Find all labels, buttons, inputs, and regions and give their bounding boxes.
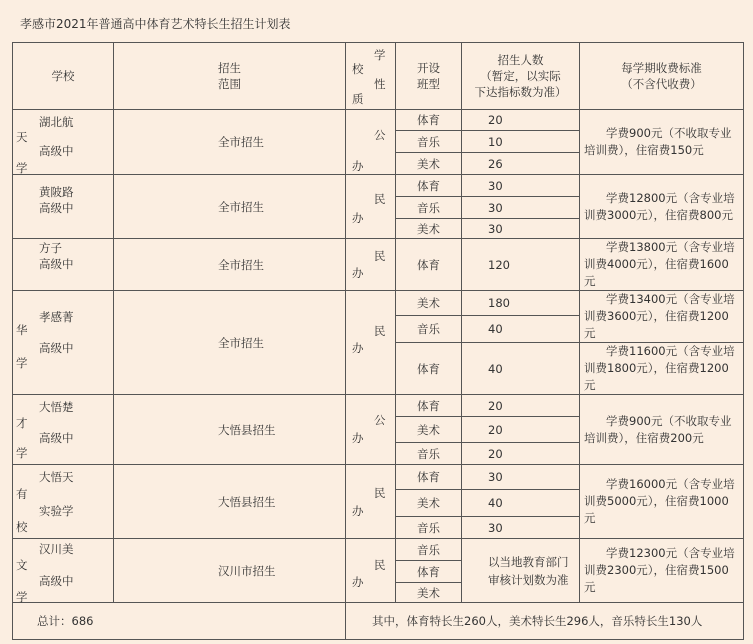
- total-cell: 总计：686: [13, 603, 346, 640]
- school-type-cell: 民 办: [346, 175, 396, 239]
- table-row: [13, 110, 744, 131]
- scope-cell: 全市招生: [114, 175, 346, 239]
- school-type-cell: 民 办: [346, 291, 396, 395]
- fee-cell: 学费900元（不收取专业培训费），住宿费200元: [580, 395, 744, 465]
- header-fee: 每学期收费标准 （不含代收费）: [580, 43, 744, 110]
- enrollment-cell: 40: [462, 343, 580, 395]
- enrollment-cell: 40: [462, 490, 580, 517]
- class-type-cell: 体育: [396, 343, 462, 395]
- school-type-cell: 公 办: [346, 110, 396, 175]
- enrollment-cell: 20: [462, 443, 580, 465]
- fee-cell: 学费16000元（含专业培训费5000元），住宿费1000元: [580, 465, 744, 539]
- class-type-cell: 美术: [396, 583, 462, 603]
- table-row: [13, 465, 744, 490]
- table-row: [13, 239, 744, 291]
- class-type-cell: 美术: [396, 219, 462, 239]
- fee-cell: 学费12800元（含专业培训费3000元），住宿费800元: [580, 175, 744, 239]
- enrollment-cell: 20: [462, 395, 580, 417]
- school-cell: 才 学 大悟楚 高级中: [13, 395, 114, 465]
- class-type-cell: 美术: [396, 153, 462, 175]
- class-type-cell: 美术: [396, 490, 462, 517]
- class-type-cell: 音乐: [396, 539, 462, 561]
- school-cell: 有 校 大悟天 实验学: [13, 465, 114, 539]
- enrollment-cell: 30: [462, 517, 580, 539]
- class-type-cell: 体育: [396, 395, 462, 417]
- enrollment-cell: 20: [462, 110, 580, 131]
- fee-cell: 学费900元（不收取专业培训费），住宿费150元: [580, 110, 744, 175]
- class-type-cell: 体育: [396, 561, 462, 583]
- enrollment-cell: 30: [462, 219, 580, 239]
- enrollment-cell: 10: [462, 131, 580, 153]
- table-row: [13, 395, 744, 417]
- school-cell: 黄陂路 高级中: [13, 175, 114, 239]
- scope-cell: 汉川市招生: [114, 539, 346, 603]
- header-enrollment: 招生人数 （暂定，以实际 下达指标数为准）: [462, 43, 580, 110]
- scope-cell: 全市招生: [114, 239, 346, 291]
- class-type-cell: 体育: [396, 110, 462, 131]
- class-type-cell: 美术: [396, 291, 462, 316]
- enrollment-cell: 30: [462, 175, 580, 197]
- scope-cell: 大悟县招生: [114, 395, 346, 465]
- enrollment-cell: 40: [462, 316, 580, 343]
- class-type-cell: 体育: [396, 465, 462, 490]
- enrollment-cell: 30: [462, 197, 580, 219]
- class-type-cell: 音乐: [396, 443, 462, 465]
- school-type-cell: 民 办: [346, 539, 396, 603]
- school-cell: 方子 高级中: [13, 239, 114, 291]
- enrollment-note-cell: 以当地教育部门审核计划数为准: [462, 539, 580, 603]
- scope-cell: 全市招生: [114, 291, 346, 395]
- fee-cell: 学费11600元（含专业培训费1800元），住宿费1200元: [580, 343, 744, 395]
- scope-cell: 大悟县招生: [114, 465, 346, 539]
- total-row: [13, 603, 744, 640]
- school-cell: 文 学 汉川美 高级中: [13, 539, 114, 603]
- enrollment-cell: 180: [462, 291, 580, 316]
- enrollment-cell: 20: [462, 417, 580, 443]
- header-scope: 招生 范围: [114, 43, 346, 110]
- school-cell: 天 学 湖北航 高级中: [13, 110, 114, 175]
- table-row: [13, 175, 744, 197]
- class-type-cell: 音乐: [396, 197, 462, 219]
- header-school-type: 学 校 性 质: [346, 43, 396, 110]
- class-type-cell: 美术: [396, 417, 462, 443]
- table-row: [13, 291, 744, 316]
- class-type-cell: 音乐: [396, 316, 462, 343]
- header-class-type: 开设 班型: [396, 43, 462, 110]
- table-row: [13, 539, 744, 561]
- school-type-cell: 民 办: [346, 239, 396, 291]
- enrollment-cell: 120: [462, 239, 580, 291]
- enrollment-table: [12, 42, 744, 640]
- scope-cell: 全市招生: [114, 110, 346, 175]
- enrollment-cell: 26: [462, 153, 580, 175]
- school-type-cell: 民 办: [346, 465, 396, 539]
- fee-cell: 学费13400元（含专业培训费3600元），住宿费1200元: [580, 291, 744, 343]
- total-detail-cell: 其中，体育特长生260人，美术特长生296人，音乐特长生130人: [346, 603, 744, 640]
- enrollment-cell: 30: [462, 465, 580, 490]
- fee-cell: 学费12300元（含专业培训费2300元），住宿费1500元: [580, 539, 744, 603]
- class-type-cell: 体育: [396, 239, 462, 291]
- header-school: 学校: [13, 43, 114, 110]
- fee-cell: 学费13800元（含专业培训费4000元），住宿费1600元: [580, 239, 744, 291]
- table-header-row: [13, 43, 744, 110]
- page-title: 孝感市2021年普通高中体育艺术特长生招生计划表: [20, 17, 291, 31]
- school-cell: 华 学 孝感菁 高级中: [13, 291, 114, 395]
- class-type-cell: 体育: [396, 175, 462, 197]
- class-type-cell: 音乐: [396, 131, 462, 153]
- class-type-cell: 音乐: [396, 517, 462, 539]
- school-type-cell: 公 办: [346, 395, 396, 465]
